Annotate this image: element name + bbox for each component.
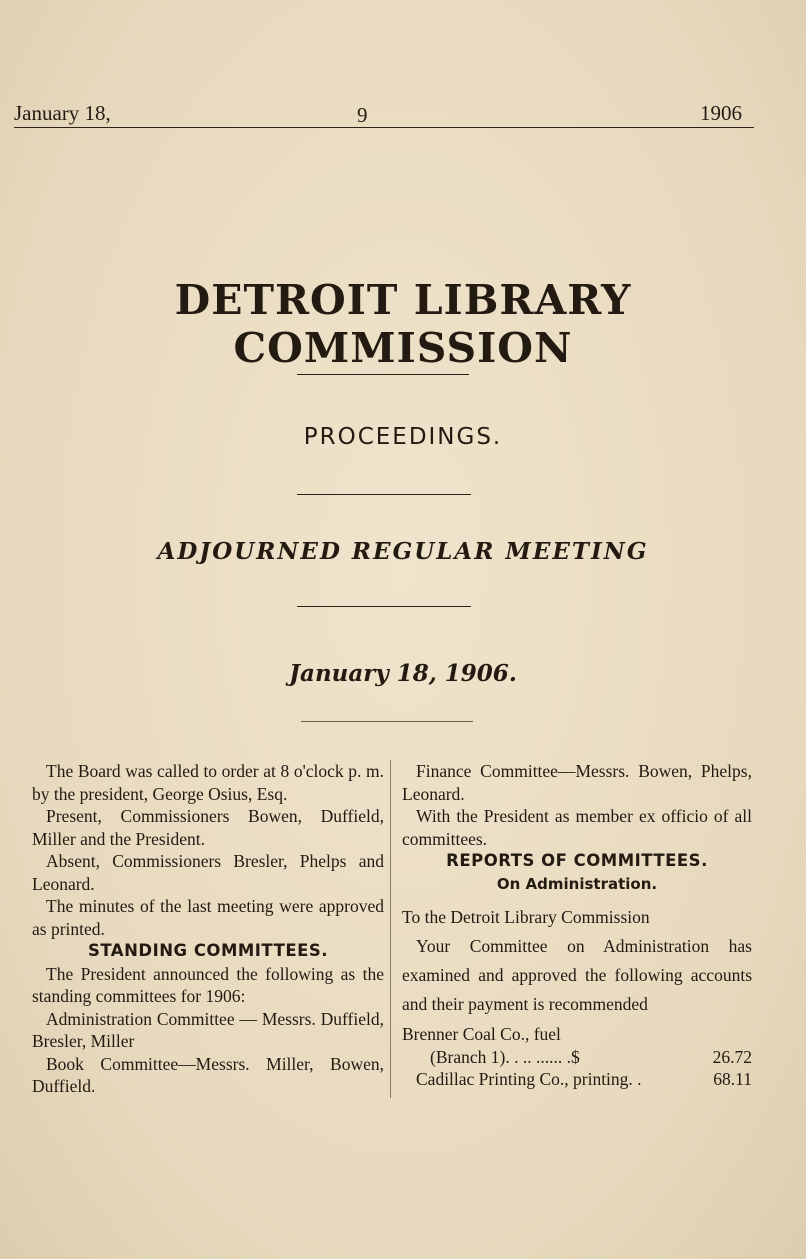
standing-committees-heading: STANDING COMMITTEES. [87, 941, 329, 960]
account-brenner-row [402, 1046, 752, 1069]
call-to-order: The Board was called to order at 8 o'clock p. m. by the president, George Osius, Esq. [32, 761, 384, 804]
meeting-heading: ADJOURNED REGULAR MEETING [157, 538, 649, 565]
reports-heading: REPORTS OF COMMITTEES. [446, 851, 708, 870]
right-column [402, 760, 752, 1091]
divider-4 [301, 721, 473, 722]
committee-announcement: The President announced the following as the standing committees for 1906: [32, 963, 384, 1006]
account-brenner-label: Brenner Coal Co., fuel [402, 1024, 561, 1044]
page-title: DETROIT LIBRARY COMMISSION [174, 276, 632, 372]
account-cadillac-row [402, 1068, 752, 1091]
divider-3 [297, 606, 471, 607]
header-date: January 18, [14, 101, 111, 125]
account-cadillac-amount: 68.11 [713, 1069, 752, 1089]
account-brenner-amount: 26.72 [712, 1046, 752, 1067]
divider-2 [297, 494, 471, 495]
administration-committee: Administration Committee — Messrs. Duffield, Bresler, Miller [32, 1008, 384, 1051]
left-column [32, 760, 384, 1098]
header-year: 1906 [700, 101, 742, 125]
addressee: To the Detroit Library Commission [402, 907, 650, 927]
present-commissioners: Present, Commissioners Bowen, Duffield, Miller and the President. [32, 806, 384, 849]
committee-report: Your Committee on Administration has examined and approved the following accounts and their payment is recommended [402, 936, 752, 1014]
account-brenner-detail: (Branch 1). . .. ...... .$ [430, 1046, 580, 1067]
account-cadillac-label: Cadillac Printing Co., printing. . [416, 1069, 642, 1089]
book-committee: Book Committee—Messrs. Miller, Bowen, Duffield. [32, 1053, 384, 1096]
finance-committee: Finance Committee—Messrs. Bowen, Phelps, Leonard. [402, 761, 752, 804]
header-rule [14, 127, 754, 128]
divider-1 [297, 374, 469, 375]
administration-subheading: On Administration. [496, 874, 658, 893]
minutes-approval: The minutes of the last meeting were approved as printed. [32, 896, 384, 939]
column-divider [390, 760, 391, 1098]
meeting-date: January 18, 1906. [289, 660, 517, 687]
page-number: 9 [357, 103, 368, 127]
absent-commissioners: Absent, Commissioners Bresler, Phelps and Leonard. [32, 851, 384, 894]
proceedings-heading: PROCEEDINGS. [303, 424, 503, 450]
ex-officio-note: With the President as member ex officio of all committees. [402, 806, 752, 849]
